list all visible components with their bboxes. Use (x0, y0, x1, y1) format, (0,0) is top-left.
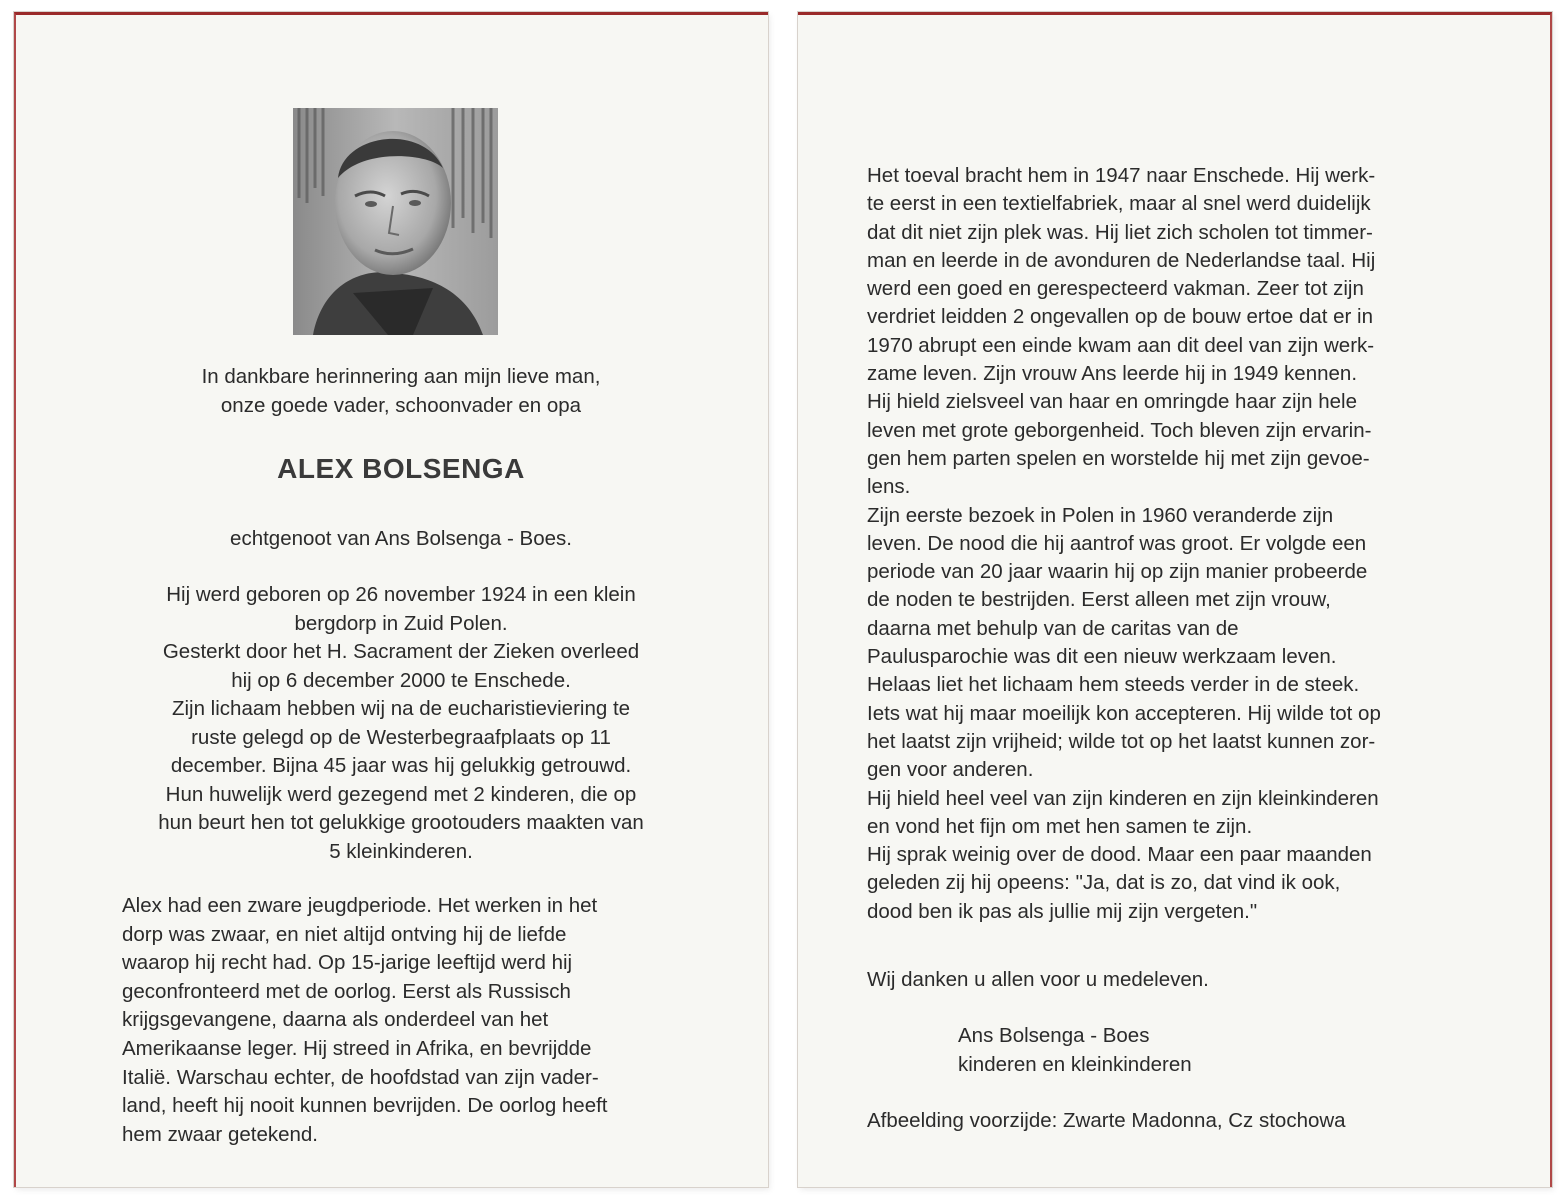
story-line: te eerst in een textielfabriek, maar al snel werd duidelijk (867, 192, 1371, 216)
bio-line: Gesterkt door het H. Sacrament der Zieken overleed (162, 640, 640, 663)
story-line: en vond het fijn om met hen samen te zijn. (867, 814, 1253, 838)
story-line: man en leerde in de avonduren de Nederlandse taal. Hij (867, 248, 1376, 272)
story-line: dood ben ik pas als jullie mij zijn vergeten." (867, 899, 1258, 923)
story-line: leven met grote geborgenheid. Toch bleven zijn ervarin- (867, 418, 1372, 442)
story-line: dat dit niet zijn plek was. Hij liet zich scholen tot timmer- (867, 220, 1373, 244)
dedication (106, 363, 696, 420)
image-caption: Afbeelding voorzijde: Zwarte Madonna, Cz stochowa (867, 1109, 1346, 1132)
bio-line: ruste gelegd op de Westerbegraafplaats op 11 (191, 725, 611, 749)
bio-line: hij op 6 december 2000 te Enschede. (231, 668, 571, 692)
portrait-photo (293, 108, 498, 335)
youth-paragraph (122, 892, 696, 1149)
youth-line: Italië. Warschau echter, de hoofdstad van zijn vader- (122, 1065, 599, 1089)
deceased-name: ALEX BOLSENGA (277, 453, 525, 484)
story-line: Helaas liet het lichaam hem steeds verder in de steek. (867, 673, 1360, 697)
story-line: het laatst zijn vrijheid; wilde tot op het laatst kunnen zor- (867, 729, 1376, 753)
memorial-card-back (798, 12, 1552, 1187)
story-line: Iets wat hij maar moeilijk kon accepteren. Hij wilde tot op (867, 701, 1381, 725)
story-line: Hij sprak weinig over de dood. Maar een paar maanden (867, 843, 1372, 867)
memorial-card-front (14, 12, 768, 1187)
story-line: Het toeval bracht hem in 1947 naar Enschede. Hij werk- (867, 164, 1376, 187)
story-line: werd een goed en gerespecteerd vakman. Zeer tot zijn (867, 277, 1364, 301)
life-story (867, 162, 1447, 926)
bio-line: Zijn lichaam hebben wij na de eucharistieviering te (171, 697, 631, 720)
story-line: Zijn eerste bezoek in Polen in 1960 veranderde zijn (867, 503, 1334, 527)
story-line: de noden te bestrijden. Eerst alleen met zijn vrouw, (867, 588, 1331, 612)
story-line: Hij hield heel veel van zijn kinderen en zijn kleinkinderen (867, 786, 1379, 810)
youth-line: Amerikaanse leger. Hij streed in Afrika, en bevrijdde (122, 1036, 592, 1060)
signature-line: Ans Bolsenga - Boes (958, 1024, 1150, 1047)
story-line: periode van 20 jaar waarin hij op zijn manier probeerde (867, 560, 1368, 584)
story-line: geleden zij hij opeens: "Ja, dat is zo, dat vind ik ook, (867, 871, 1341, 895)
biography (106, 581, 696, 866)
story-line: gen voor anderen. (867, 758, 1034, 782)
portrait-image (293, 108, 498, 335)
story-line: lens. (867, 475, 911, 499)
story-line: daarna met behulp van de caritas van de (867, 616, 1239, 640)
youth-line: hem zwaar getekend. (122, 1122, 319, 1146)
bio-line: 5 kleinkinderen. (329, 839, 473, 863)
youth-line: Alex had een zware jeugdperiode. Het werken in het (122, 894, 598, 917)
youth-line: krijgsgevangene, daarna als onderdeel van het (122, 1008, 549, 1032)
youth-line: land, heeft hij nooit kunnen bevrijden. De oorlog heeft (122, 1094, 608, 1118)
youth-line: geconfronteerd met de oorlog. Eerst als Russisch (122, 979, 571, 1003)
bio-line: Hij werd geboren op 26 november 1924 in een klein (166, 583, 636, 606)
bio-line: Hun huwelijk werd gezegend met 2 kinderen, die op (165, 782, 637, 806)
story-line: leven. De nood die hij aantrof was groot. Er volgde een (867, 531, 1367, 555)
story-line: 1970 abrupt een einde kwam aan dit deel van zijn werk- (867, 333, 1375, 357)
bio-line: bergdorp in Zuid Polen. (294, 611, 508, 635)
spouse-line (106, 525, 696, 554)
dedication-line: onze goede vader, schoonvader en opa (220, 393, 582, 417)
thanks-line: Wij danken u allen voor u medeleven. (867, 968, 1209, 991)
bio-line: december. Bijna 45 jaar was hij gelukkig getrouwd. (170, 754, 632, 777)
spouse-text: echtgenoot van Ans Bolsenga - Boes. (230, 527, 572, 550)
story-line: verdriet leidden 2 ongevallen op de bouw ertoe dat er in (867, 305, 1374, 329)
youth-line: waarop hij recht had. Op 15-jarige leeftijd werd hij (122, 951, 573, 975)
bio-line: hun beurt hen tot gelukkige grootouders maakten van (158, 811, 644, 834)
signature-block (958, 1022, 1192, 1079)
story-line: gen hem parten spelen en worstelde hij met zijn gevoe- (867, 446, 1370, 470)
dedication-line: In dankbare herinnering aan mijn lieve man, (201, 365, 601, 388)
youth-line: dorp was zwaar, en niet altijd ontving hij de liefde (122, 922, 567, 946)
signature-line: kinderen en kleinkinderen (958, 1052, 1192, 1076)
story-line: zame leven. Zijn vrouw Ans leerde hij in 1949 kennen. (867, 362, 1358, 386)
story-line: Paulusparochie was dit een nieuw werkzaam leven. (867, 645, 1337, 669)
story-line: Hij hield zielsveel van haar en omringde haar zijn hele (867, 390, 1357, 414)
